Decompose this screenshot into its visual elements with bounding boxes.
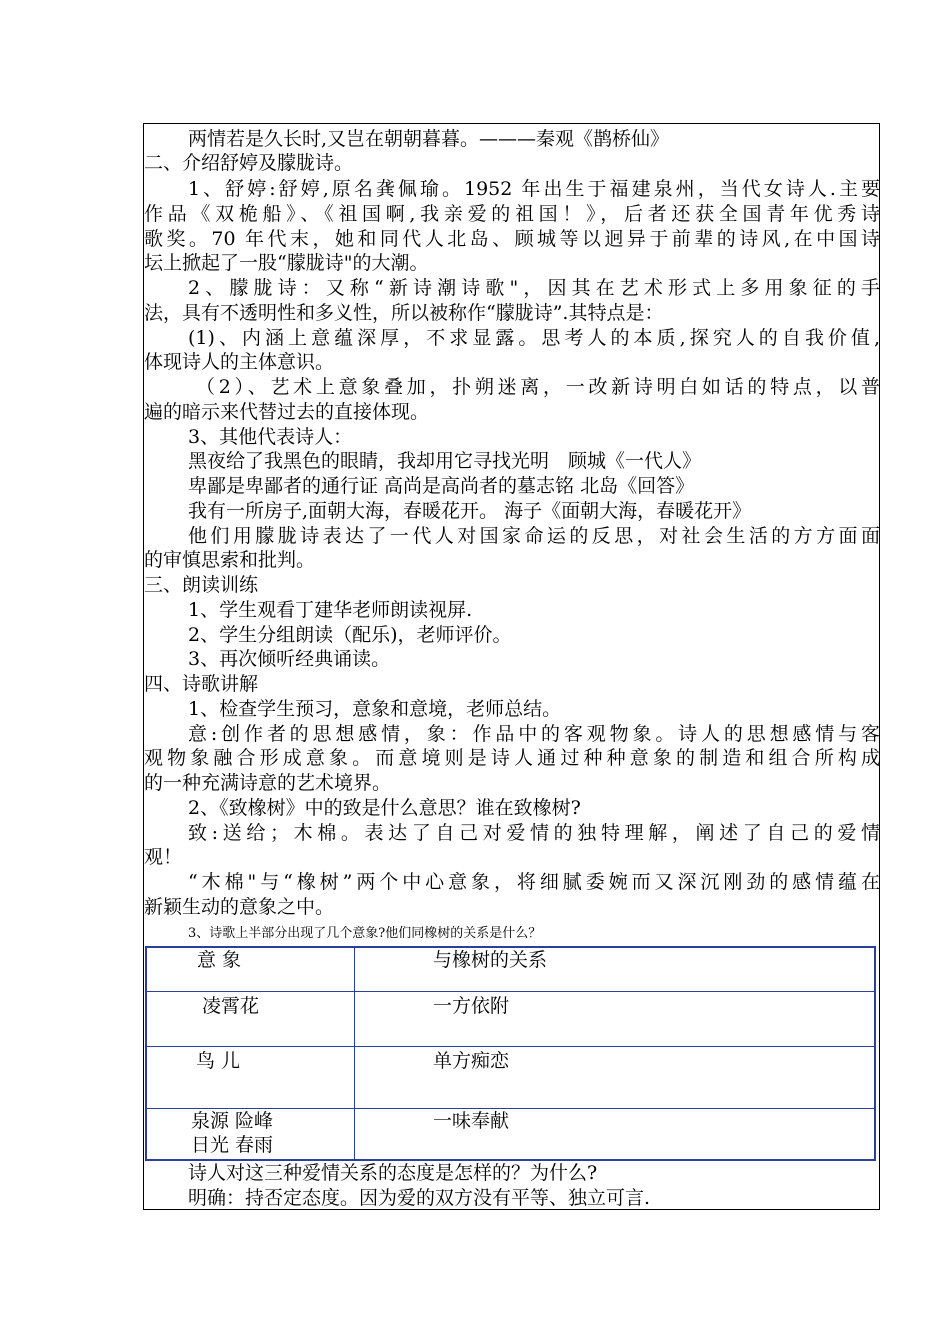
paragraph-line: 他们用朦胧诗表达了一代人对国家命运的反思，对社会生活的方方面面 xyxy=(188,525,880,547)
table-header-imagery: 意 象 xyxy=(197,949,242,971)
list-item: 1、学生观看丁建华老师朗读视屏. xyxy=(188,599,473,621)
list-item: 2、学生分组朗读（配乐)，老师评价。 xyxy=(188,624,512,646)
paragraph-line: (1)、内涵上意蕴深厚，不求显露。思考人的本质,探究人的自我价值, xyxy=(188,327,880,349)
paragraph-line: 意:创作者的思想感情，象：作品中的客观物象。诗人的思想感情与客 xyxy=(188,723,880,745)
table-cell-relation: 一方依附 xyxy=(433,994,510,1017)
paragraph-line: 坛上掀起了一股“朦胧诗"的大潮。 xyxy=(144,252,429,274)
question-line-small: 3、诗歌上半部分出现了几个意象?他们同橡树的关系是什么？ xyxy=(188,926,542,941)
list-item: 1、检查学生预习，意象和意境，老师总结。 xyxy=(188,698,562,720)
paragraph-line: 歌奖。70 年代末，她和同代人北岛、顾城等以迥异于前辈的诗风,在中国诗 xyxy=(144,228,880,250)
paragraph-line: 作品《双桅船》、《祖国啊,我亲爱的祖国！》，后者还获全国青年优秀诗 xyxy=(144,203,880,225)
paragraph-line: 体现诗人的主体意识。 xyxy=(144,351,335,373)
table-cell-imagery: 泉源 险峰 xyxy=(191,1109,274,1132)
paragraph-line: 致:送给；木棉。表达了自己对爱情的独特理解，阐述了自己的爱情 xyxy=(188,822,880,844)
imagery-table xyxy=(145,946,876,1161)
quote-line: 两情若是久长时,又岂在朝朝暮暮。———秦观《鹊桥仙》 xyxy=(188,128,670,150)
poem-line: 我有一所房子,面朝大海，春暖花开。 海子《面朝大海，春暖花开》 xyxy=(188,500,752,522)
question-line: 诗人对这三种爱情关系的态度是怎样的？为什么? xyxy=(188,1162,598,1184)
poem-line: 卑鄙是卑鄙者的通行证 高尚是高尚者的墓志铭 北岛《回答》 xyxy=(188,475,695,497)
answer-line: 明确：持否定态度。因为爱的双方没有平等、独立可言. xyxy=(188,1187,651,1209)
paragraph-line: 遍的暗示来代替过去的直接体现。 xyxy=(144,401,430,423)
section-heading-2: 二、介绍舒婷及朦胧诗。 xyxy=(144,152,354,174)
question-line: 2、《致橡树》中的致是什么意思？谁在致橡树? xyxy=(188,797,581,819)
list-item: 3、再次倾听经典诵读。 xyxy=(188,648,391,670)
paragraph-line: “木棉"与“橡树”两个中心意象，将细腻委婉而又深沉刚劲的感情蕴在 xyxy=(188,871,880,893)
subheading: 3、其他代表诗人： xyxy=(188,426,353,448)
table-cell-imagery: 鸟 儿 xyxy=(196,1049,241,1072)
table-row xyxy=(146,1046,875,1108)
paragraph-line: 1、舒婷:舒婷,原名龚佩瑜。1952 年出生于福建泉州，当代女诗人.主要 xyxy=(188,178,880,200)
paragraph-line: 法，具有不透明性和多义性，所以被称作“朦胧诗”.其特点是： xyxy=(144,302,664,324)
paragraph-line: 的审慎思索和批判。 xyxy=(144,549,316,571)
table-cell-relation: 一味奉献 xyxy=(433,1109,510,1132)
paragraph-line: 2、朦胧诗：又称“新诗潮诗歌"，因其在艺术形式上多用象征的手 xyxy=(188,277,880,299)
table-row xyxy=(146,1108,875,1160)
section-heading-3: 三、朗读训练 xyxy=(144,574,259,596)
table-header-relation: 与橡树的关系 xyxy=(433,949,548,971)
table-cell-imagery-line2: 日光 春雨 xyxy=(191,1133,274,1156)
table-cell-relation: 单方痴恋 xyxy=(433,1049,510,1072)
poem-line: 黑夜给了我黑色的眼睛，我却用它寻找光明 顾城《一代人》 xyxy=(188,450,702,472)
section-heading-4: 四、诗歌讲解 xyxy=(144,673,259,695)
paragraph-line: 观！ xyxy=(144,846,183,868)
paragraph-line: 新颖生动的意象之中。 xyxy=(144,896,335,918)
paragraph-line: （2）、艺术上意象叠加，扑朔迷离，一改新诗明白如话的特点，以普 xyxy=(196,376,880,398)
table-cell-imagery: 凌霄花 xyxy=(202,994,260,1017)
paragraph-line: 的一种充满诗意的艺术境界。 xyxy=(144,772,392,794)
table-header-row xyxy=(146,947,875,991)
paragraph-line: 观物象融合形成意象。而意境则是诗人通过种种意象的制造和组合所构成 xyxy=(144,747,880,769)
table-row xyxy=(146,991,875,1046)
